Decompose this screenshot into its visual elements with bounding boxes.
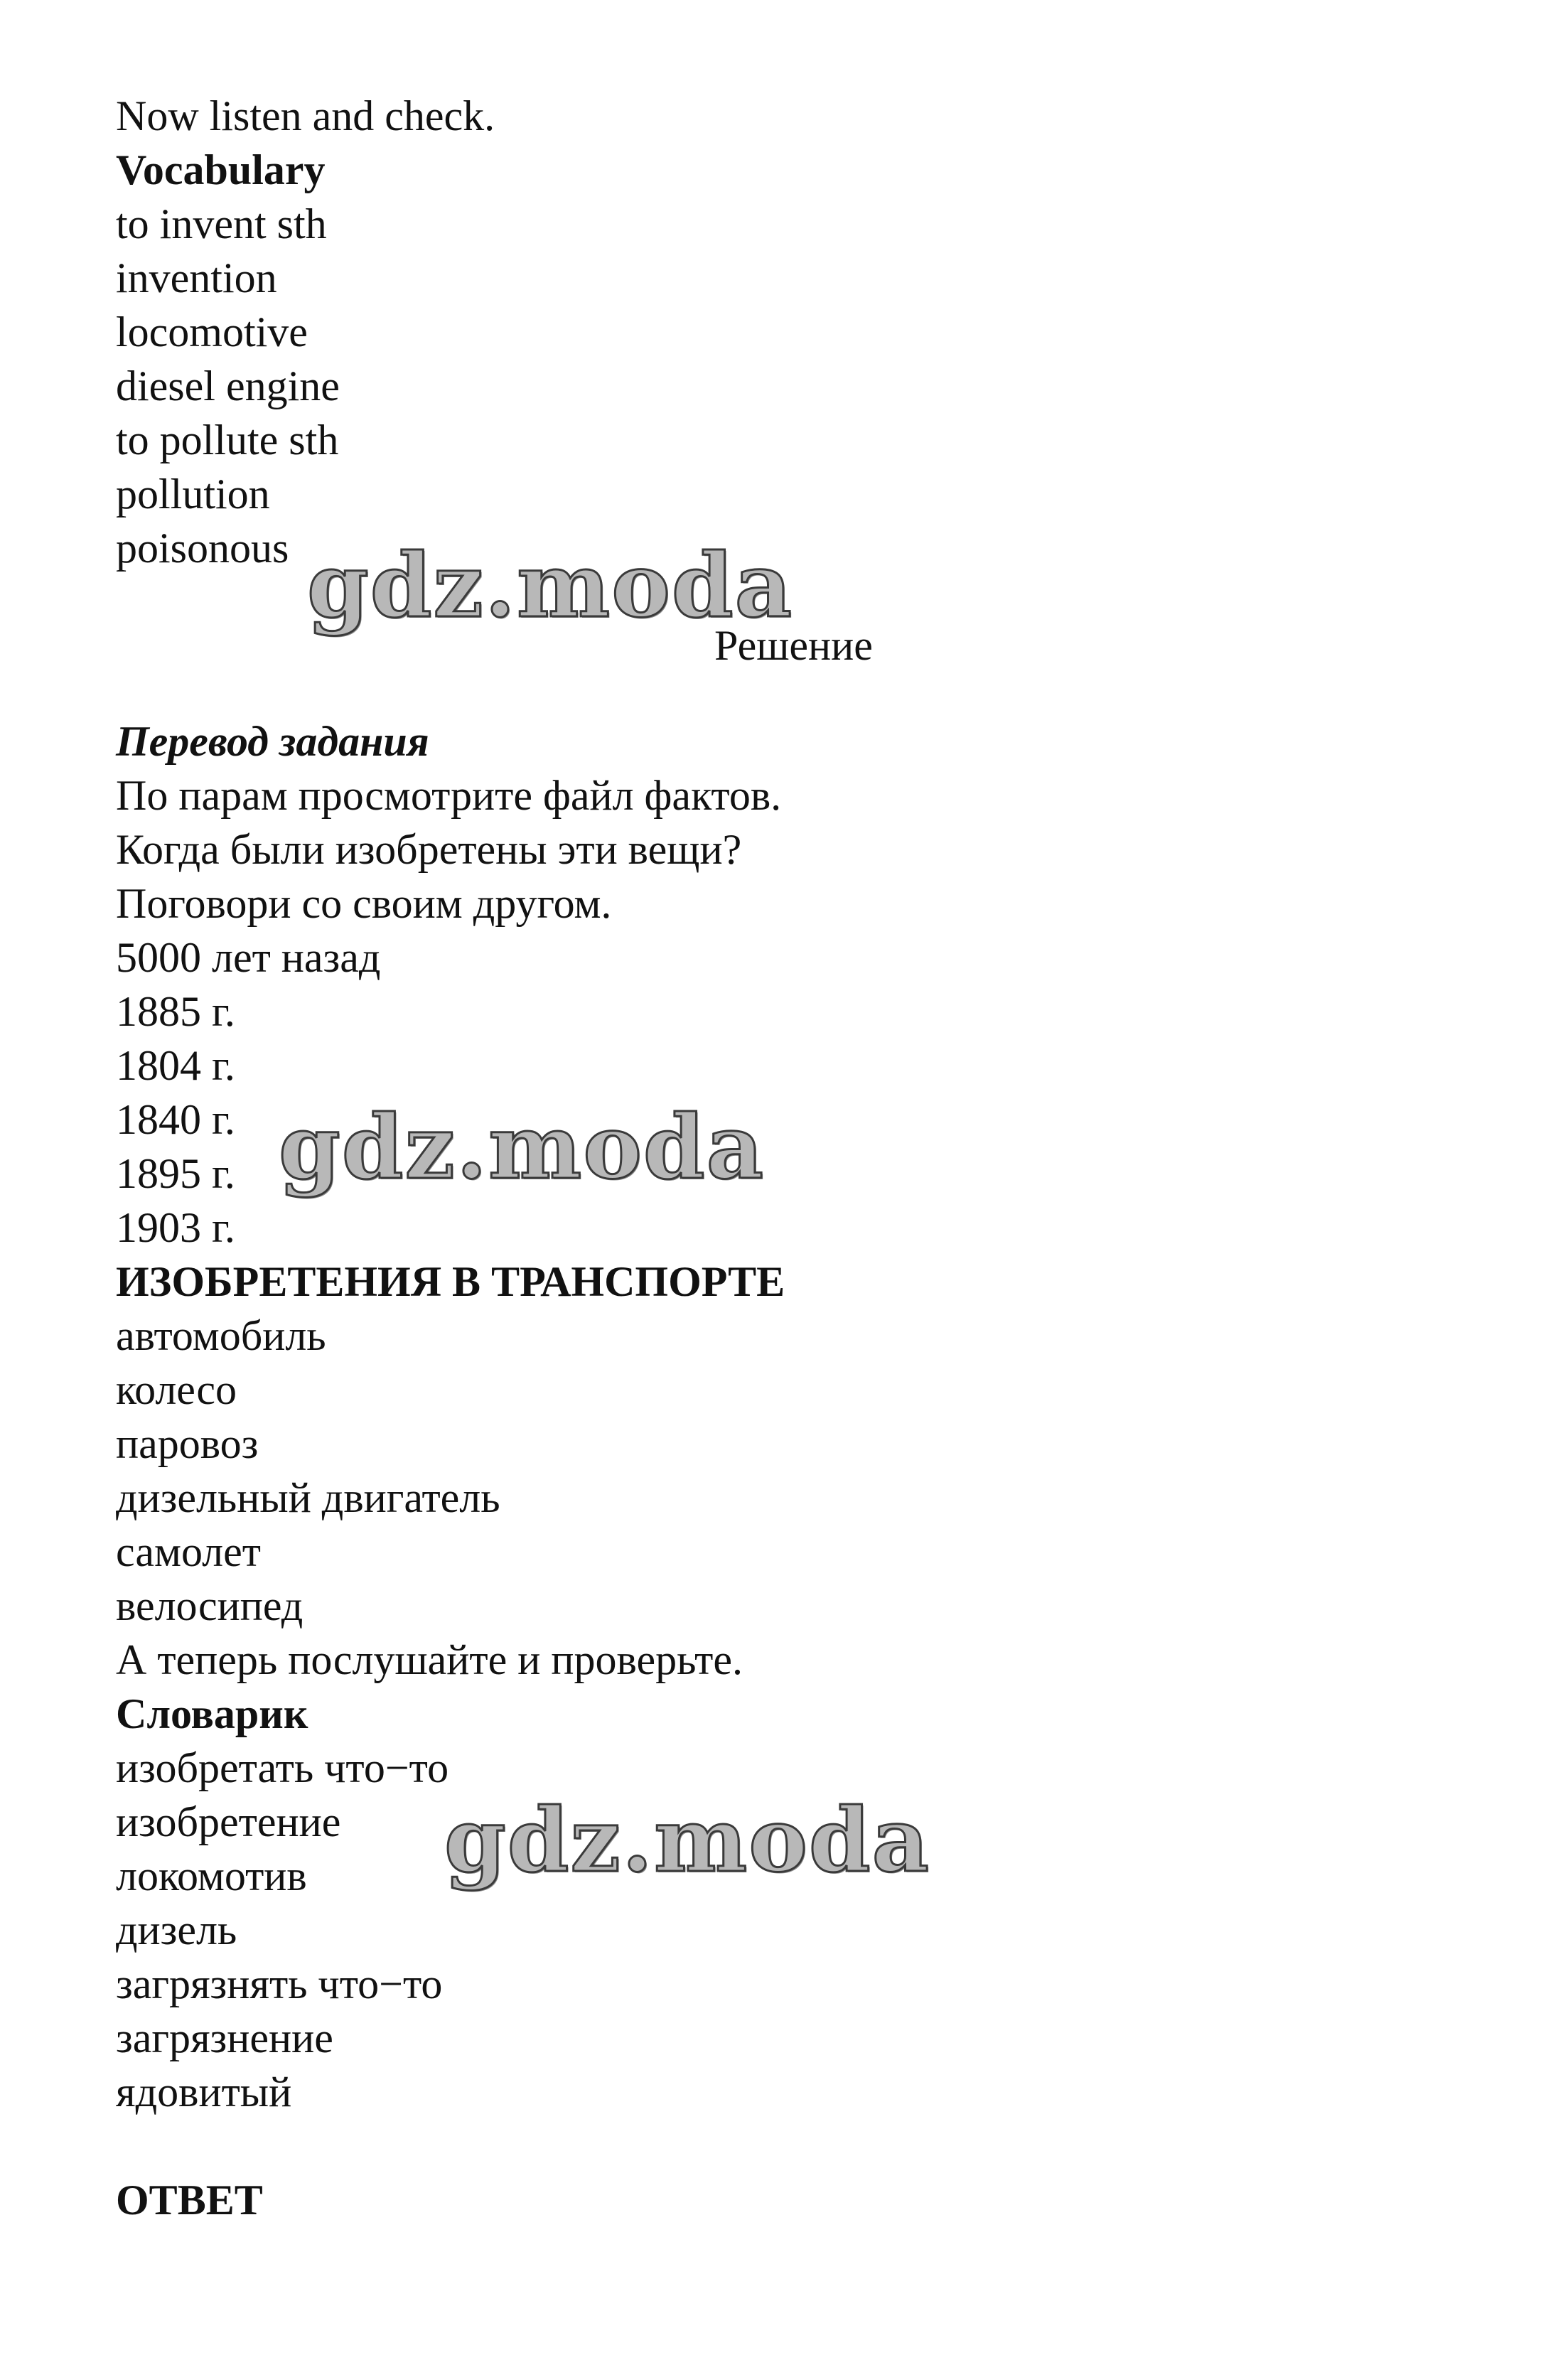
watermark: gdz.moda xyxy=(444,1789,930,1892)
vocab-item: diesel engine xyxy=(116,363,340,409)
vocab-item: poisonous xyxy=(116,525,289,572)
date-item: 1895 г. xyxy=(116,1150,235,1197)
date-item: 1840 г. xyxy=(116,1096,235,1143)
dictionary-item: дизель xyxy=(116,1906,237,1953)
vocab-item: locomotive xyxy=(116,309,308,355)
dictionary-item: ядовитый xyxy=(116,2069,292,2115)
invention-item: автомобиль xyxy=(116,1312,326,1359)
watermark: gdz.moda xyxy=(307,535,793,638)
date-item: 5000 лет назад xyxy=(116,934,381,981)
dictionary-heading: Словарик xyxy=(116,1690,308,1737)
date-item: 1903 г. xyxy=(116,1204,235,1251)
invention-item: дизельный двигатель xyxy=(116,1474,500,1521)
invention-item: велосипед xyxy=(116,1582,304,1629)
instruction-line: Now listen and check. xyxy=(116,92,495,139)
date-item: 1804 г. xyxy=(116,1042,235,1089)
vocab-item: to invent sth xyxy=(116,200,327,247)
answer-heading: ОТВЕТ xyxy=(116,2177,263,2223)
task-line: Когда были изобретены эти вещи? xyxy=(116,826,742,873)
topic-heading: ИЗОБРЕТЕНИЯ В ТРАНСПОРТЕ xyxy=(116,1258,785,1305)
dictionary-item: изобретение xyxy=(116,1798,341,1845)
vocab-item: to pollute sth xyxy=(116,417,339,463)
dictionary-item: загрязнение xyxy=(116,2015,333,2061)
invention-item: колесо xyxy=(116,1366,237,1413)
task-line: По парам просмотрите файл фактов. xyxy=(116,772,782,819)
invention-item: паровоз xyxy=(116,1420,259,1467)
date-item: 1885 г. xyxy=(116,988,235,1035)
watermark: gdz.moda xyxy=(279,1096,765,1199)
translation-heading: Перевод задания xyxy=(116,718,429,765)
solution-label: Решение xyxy=(714,622,873,669)
task-line: Поговори со своим другом. xyxy=(116,880,612,927)
dictionary-item: изобретать что−то xyxy=(116,1744,449,1791)
listen-line: А теперь послушайте и проверьте. xyxy=(116,1636,743,1683)
vocabulary-heading: Vocabulary xyxy=(116,146,326,193)
dictionary-item: загрязнять что−то xyxy=(116,1960,443,2007)
invention-item: самолет xyxy=(116,1528,261,1575)
dictionary-item: локомотив xyxy=(116,1852,307,1899)
vocab-item: invention xyxy=(116,254,277,301)
vocab-item: pollution xyxy=(116,471,270,517)
